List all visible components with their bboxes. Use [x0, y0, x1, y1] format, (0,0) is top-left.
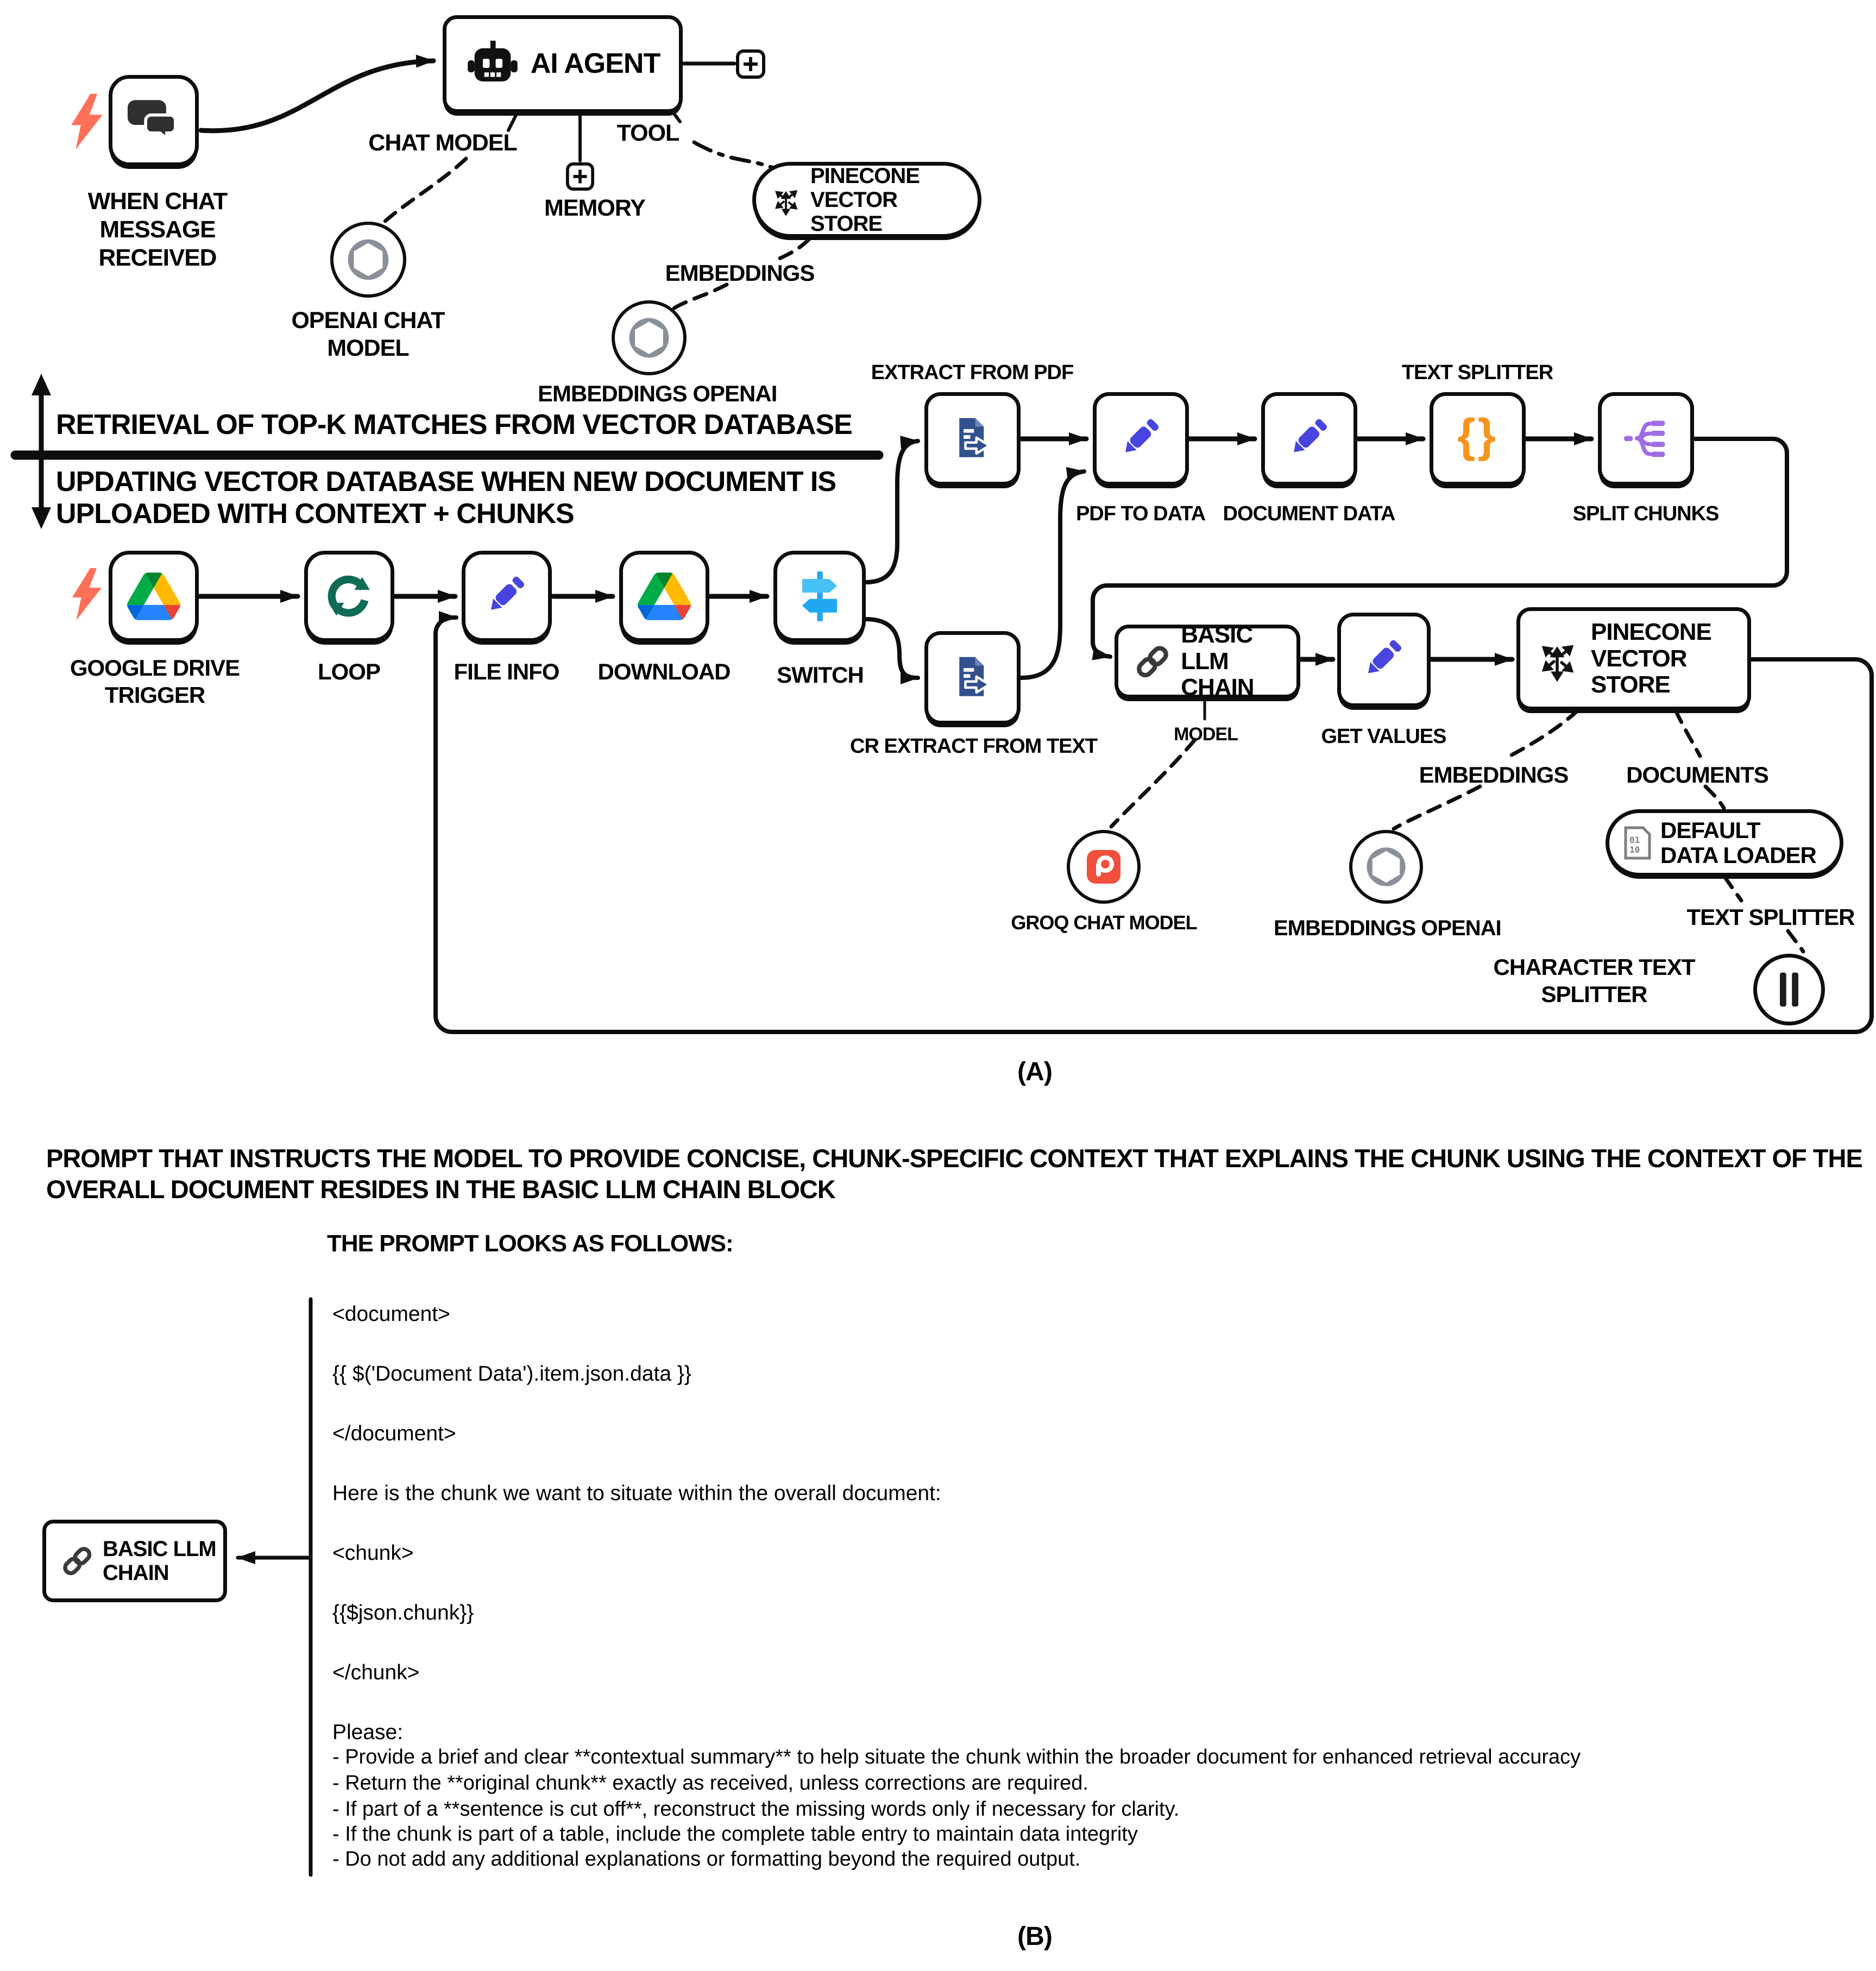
prompt-line: <chunk>: [332, 1541, 414, 1565]
chain-icon: [1132, 641, 1172, 682]
pinecone-vector-store-node: [1516, 607, 1751, 710]
prompt-line: {{ $('Document Data').item.json.data }}: [332, 1362, 691, 1386]
basic-llm-chain-node-b: [42, 1520, 227, 1602]
prompt-bullet: - If the chunk is part of a table, include the complete table entry to maintain data integrity: [332, 1823, 1138, 1846]
ai-agent-label: AI AGENT: [530, 48, 660, 80]
document-data-label: DOCUMENT DATA: [1223, 502, 1395, 525]
switch-label: SWITCH: [777, 662, 864, 688]
cr-extract-from-text-label: CR EXTRACT FROM TEXT: [850, 735, 1097, 758]
split-icon: [1623, 418, 1670, 459]
document-data-node: [1261, 392, 1357, 486]
model-port-label: MODEL: [1174, 724, 1238, 745]
when-chat-trigger-label: WHEN CHAT MESSAGE RECEIVED: [87, 188, 228, 271]
braces-icon: {}: [1457, 410, 1498, 462]
binary-file-icon: [1622, 826, 1653, 860]
switch-icon: [796, 570, 843, 622]
ai-agent-node: [443, 15, 683, 113]
embeddings-openai-label: EMBEDDINGS OPENAI: [538, 381, 777, 406]
google-drive-icon: [638, 572, 691, 620]
pinecone-tool-node: [752, 162, 981, 238]
embeddings-port-label: EMBEDDINGS: [1419, 762, 1569, 788]
groq-icon: [1082, 845, 1125, 889]
documents-port-label: DOCUMENTS: [1626, 762, 1768, 788]
pencil-icon: [1118, 415, 1164, 462]
cr-extract-from-text-node: [924, 631, 1021, 725]
lightning-icon: [71, 567, 103, 621]
split-chunks-label: SPLIT CHUNKS: [1572, 502, 1719, 525]
groq-chat-model-node: [1067, 830, 1141, 904]
file-info-label: FILE INFO: [454, 659, 559, 684]
prompt-line: Here is the chunk we want to situate within the overall document:: [332, 1482, 941, 1505]
switch-node: [773, 551, 866, 642]
panel-b-heading: PROMPT THAT INSTRUCTS THE MODEL TO PROVIDE CONCISE, CHUNK-SPECIFIC CONTEXT THAT EXPLAINS THE CHUNK USING THE CONTEXT OF THE OVERALL DOCUMENT RESIDES IN THE BASIC LLM CHAIN BLOCK: [46, 1144, 1862, 1204]
embeddings-port-label: EMBEDDINGS: [665, 260, 815, 286]
text-splitter-port-label: TEXT SPLITTER: [1686, 904, 1855, 930]
google-drive-icon: [127, 572, 180, 620]
loop-node: [304, 551, 394, 642]
chat-model-port-label: CHAT MODEL: [368, 130, 517, 156]
pencil-icon: [1286, 415, 1333, 462]
panel-a-tag: (A): [1017, 1057, 1052, 1086]
get-values-node: [1337, 613, 1431, 707]
embeddings-openai-label: EMBEDDINGS OPENAI: [1274, 916, 1501, 940]
text-splitter-node: [1430, 392, 1526, 486]
svg-text:01: 01: [1629, 835, 1640, 845]
pause-icon: [1773, 971, 1805, 1008]
basic-llm-chain-label: BASIC LLM CHAIN: [1181, 621, 1254, 701]
extract-from-pdf-node: [924, 392, 1021, 486]
openai-chat-model-node: [330, 222, 406, 298]
prompt-bullet: - If part of a **sentence is cut off**, reconstruct the missing words only if necessary for clarity.: [332, 1798, 1180, 1821]
robot-icon: [465, 39, 520, 89]
file-info-node: [462, 551, 552, 642]
prompt-bullet: - Return the **original chunk** exactly as received, unless corrections are required.: [332, 1772, 1088, 1794]
plus-icon: [565, 162, 595, 191]
prompt-line: {{$json.chunk}}: [332, 1601, 474, 1624]
prompt-bullet: - Do not add any additional explanations or formatting beyond the required output.: [332, 1848, 1081, 1871]
default-data-loader-node: [1606, 809, 1843, 877]
groq-chat-model-label: GROQ CHAT MODEL: [1011, 911, 1197, 934]
pencil-icon: [483, 573, 530, 620]
prompt-bullet: - Provide a brief and clear **contextual summary** to help situate the chunk within the broader document for enhanced retrieval accuracy: [332, 1746, 1581, 1768]
plus-icon: [735, 49, 766, 79]
download-label: DOWNLOAD: [597, 659, 731, 684]
split-chunks-node: [1598, 392, 1694, 486]
google-drive-trigger-label: GOOGLE DRIVE TRIGGER: [70, 655, 240, 708]
file-export-icon: [948, 653, 997, 702]
basic-llm-chain-label-b: BASIC LLM CHAIN: [103, 1537, 216, 1585]
pencil-icon: [1361, 637, 1407, 683]
pinecone-icon: [769, 183, 803, 217]
text-splitter-label: TEXT SPLITTER: [1401, 361, 1553, 384]
openai-icon: [626, 315, 672, 361]
default-data-loader-label: DEFAULT DATA LOADER: [1660, 817, 1816, 868]
panel-b-subheading: THE PROMPT LOOKS AS FOLLOWS:: [327, 1230, 733, 1257]
memory-port-label: MEMORY: [544, 195, 645, 221]
embeddings-openai-node: [612, 300, 687, 375]
prompt-line: </chunk>: [332, 1661, 420, 1684]
divider-updating-label: UPDATING VECTOR DATABASE WHEN NEW DOCUMENT IS UPLOADED WITH CONTEXT + CHUNKS: [56, 466, 836, 530]
openai-icon: [345, 236, 392, 283]
svg-text:10: 10: [1629, 845, 1640, 855]
panel-b-tag: (B): [1017, 1922, 1052, 1951]
lightning-icon: [70, 93, 104, 150]
chat-bubbles-icon: [128, 97, 180, 144]
download-node: [619, 551, 709, 642]
extract-from-pdf-label: EXTRACT FROM PDF: [871, 361, 1074, 384]
chain-icon: [59, 1543, 95, 1579]
embeddings-openai-node: [1349, 830, 1423, 904]
pinecone-icon: [1533, 635, 1581, 683]
basic-llm-chain-node: [1115, 621, 1300, 701]
pinecone-tool-label: PINECONE VECTOR STORE: [810, 164, 920, 236]
loop-label: LOOP: [317, 659, 380, 684]
character-text-splitter-label: CHARACTER TEXT SPLITTER: [1493, 954, 1695, 1007]
tool-port-label: TOOL: [616, 120, 679, 146]
get-values-label: GET VALUES: [1321, 725, 1446, 748]
prompt-line: <document>: [332, 1302, 450, 1326]
loop-icon: [325, 572, 374, 621]
prompt-line: </document>: [332, 1422, 456, 1445]
pdf-to-data-node: [1093, 392, 1189, 486]
character-text-splitter-node: [1753, 954, 1825, 1025]
file-export-icon: [948, 414, 997, 463]
divider-retrieval-label: RETRIEVAL OF TOP-K MATCHES FROM VECTOR DATABASE: [56, 409, 852, 440]
when-chat-trigger-node: [109, 75, 199, 166]
pinecone-vector-store-label: PINECONE VECTOR STORE: [1591, 619, 1711, 698]
prompt-line: Please:: [332, 1721, 404, 1744]
google-drive-trigger-node: [109, 551, 199, 642]
pdf-to-data-label: PDF TO DATA: [1075, 502, 1206, 525]
openai-icon: [1364, 845, 1408, 889]
openai-chat-model-label: OPENAI CHAT MODEL: [291, 307, 445, 361]
